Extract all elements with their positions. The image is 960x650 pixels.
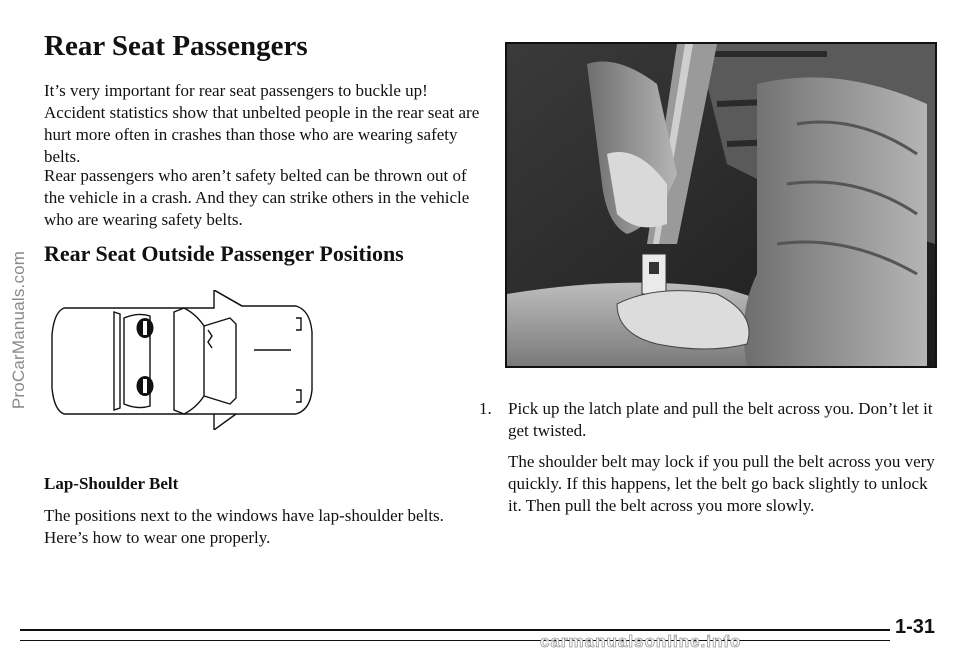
- vehicle-seating-diagram: [46, 290, 321, 430]
- svg-text:carmanualsonline.info: carmanualsonline.info: [540, 633, 742, 650]
- intro-paragraph-1: It’s very important for rear seat passengers to buckle up! Accident statistics show that unbelted people in the rear seat are hurt more often in crashes than those who are wearing safety belts.: [44, 81, 480, 166]
- step-text: Pick up the latch plate and pull the belt across you. Don’t let it get twisted.: [508, 399, 933, 440]
- intro-paragraph-2: Rear passengers who aren’t safety belted can be thrown out of the vehicle in a crash. And they can strike others in the vehicle who are wearing safety belts.: [44, 166, 470, 229]
- side-watermark: [4, 180, 34, 480]
- step-note: The shoulder belt may lock if you pull the belt across you very quickly. If this happens, let the belt go back slightly to unlock it. Then pull the belt across you more slowly.: [508, 452, 935, 515]
- latch-plate-illustration: [507, 44, 935, 366]
- step-number: 1.: [479, 399, 492, 418]
- page-number: 1-31: [895, 616, 936, 638]
- footer-rule-thick: [20, 629, 890, 631]
- section-title-rear-seat-passengers: Rear Seat Passengers: [44, 30, 308, 62]
- section-title-outside-positions: Rear Seat Outside Passenger Positions: [44, 241, 404, 266]
- lap-shoulder-text: The positions next to the windows have lap-shoulder belts. Here’s how to wear one properly.: [44, 506, 444, 547]
- footer-watermark-logo: [540, 633, 960, 650]
- lap-shoulder-heading: Lap-Shoulder Belt: [44, 474, 179, 493]
- latch-plate-photo: [505, 42, 937, 368]
- side-watermark-text: ProCarManuals.com: [9, 250, 28, 410]
